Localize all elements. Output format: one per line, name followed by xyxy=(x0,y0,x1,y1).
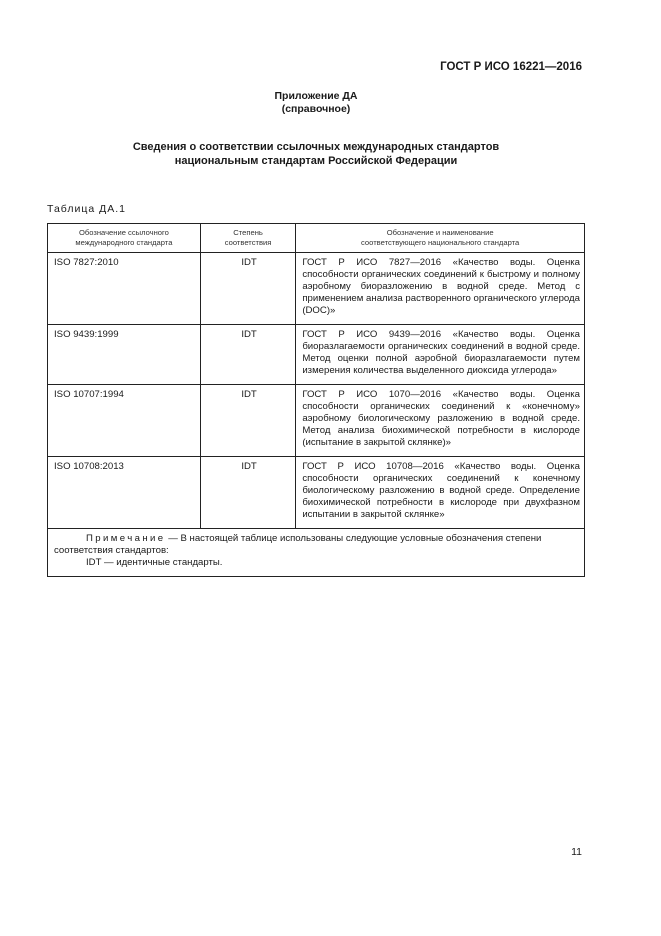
table-row xyxy=(48,457,585,529)
table-caption: Таблица ДА.1 xyxy=(47,203,126,215)
table-note-row xyxy=(48,529,585,577)
header-text: международного стандарта xyxy=(75,238,173,247)
table-note xyxy=(48,529,585,577)
degree-cell: IDT xyxy=(200,457,296,529)
reference-standard-cell: ISO 10707:1994 xyxy=(48,385,201,457)
column-header-national-standard xyxy=(296,224,585,253)
header-text: Обозначение и наименование xyxy=(386,228,494,237)
note-item: IDT — идентичные стандарты. xyxy=(86,557,223,568)
national-standard-cell: ГОСТ Р ИСО 9439—2016 «Качество воды. Оценка биоразлагаемости органических соединений в водной среде. Метод оценки полной аэробной биоразлагаемости путем измерения количества выделенного диоксида углерода» xyxy=(296,325,585,385)
degree-cell: IDT xyxy=(200,253,296,325)
document-title-line-1: Сведения о соответствии ссылочных международных стандартов xyxy=(132,141,500,153)
page-number: 11 xyxy=(571,846,582,858)
document-title xyxy=(0,140,632,168)
reference-standard-cell: ISO 10708:2013 xyxy=(48,457,201,529)
note-label: Примечание xyxy=(86,533,166,544)
table-header-row xyxy=(48,224,585,253)
header-text: Обозначение ссылочного xyxy=(78,228,169,237)
degree-cell: IDT xyxy=(200,385,296,457)
note-text xyxy=(54,533,580,557)
document-code: ГОСТ Р ИСО 16221—2016 xyxy=(440,61,582,73)
table-row xyxy=(48,325,585,385)
note-dash: — xyxy=(165,533,181,544)
degree-cell: IDT xyxy=(200,325,296,385)
national-standard-cell: ГОСТ Р ИСО 7827—2016 «Качество воды. Оценка способности органических соединений к быстрому и полному аэробному биоразложению в водной среде. Метод с применением анализа растворенного органического углерода (DOC)» xyxy=(296,253,585,325)
note-body: В настоящей таблице использованы следующие условные обозначения степени соответствия стандартов: xyxy=(54,533,542,556)
column-header-reference-standard xyxy=(48,224,201,253)
national-standard-cell: ГОСТ Р ИСО 10708—2016 «Качество воды. Оценка способности органических соединений к конечному биологическому разложению в водной среде. Определение биохимической потребности в кислороде при двухфазном испытании в закрытой склянке» xyxy=(296,457,585,529)
correspondence-table xyxy=(47,223,585,577)
column-header-degree xyxy=(200,224,296,253)
document-title-line-2: национальным стандартам Российской Федерации xyxy=(174,155,458,167)
header-text: соответствующего национального стандарта xyxy=(361,238,520,247)
appendix-subtitle: (справочное) xyxy=(281,103,351,115)
national-standard-cell: ГОСТ Р ИСО 1070—2016 «Качество воды. Оценка способности органических соединений к «конечному» аэробному биологическому разложению в водной среде. Метод анализа биохимической потребности в кислороде (испытание в закрытой склянке)» xyxy=(296,385,585,457)
reference-standard-cell: ISO 7827:2010 xyxy=(48,253,201,325)
appendix-heading xyxy=(0,90,632,116)
header-text: соответствия xyxy=(224,238,272,247)
reference-standard-cell: ISO 9439:1999 xyxy=(48,325,201,385)
table-row xyxy=(48,253,585,325)
header-text: Степень xyxy=(233,228,263,237)
appendix-title: Приложение ДА xyxy=(274,90,358,102)
table-row xyxy=(48,385,585,457)
